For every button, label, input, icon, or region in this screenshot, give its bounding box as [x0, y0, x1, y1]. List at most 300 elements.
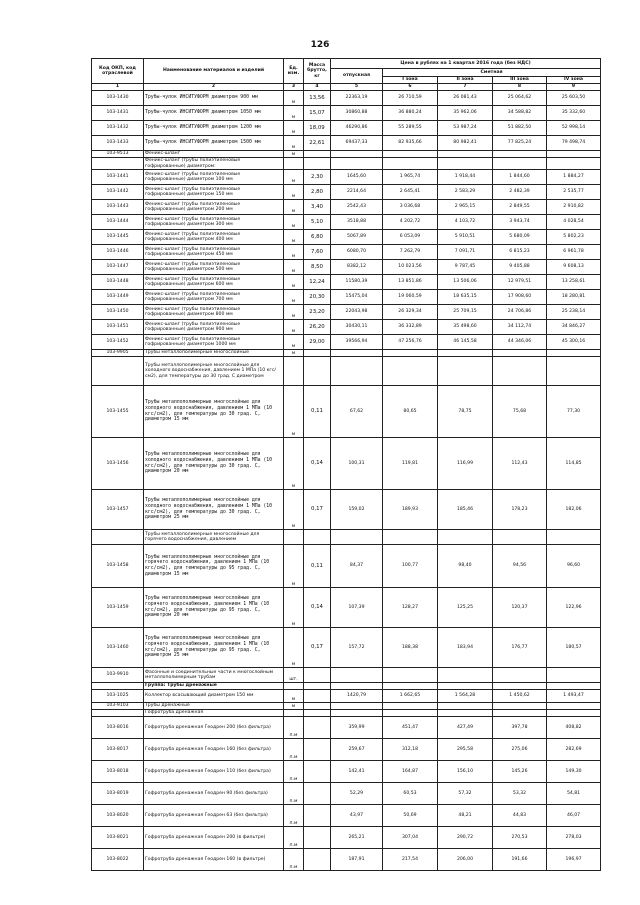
header-otpusk: отпускная — [331, 69, 383, 84]
item-name: Феникс-шланг (трубы полиэтиленовые гофрированные) диаметром 900 мм — [144, 320, 284, 335]
item-mass — [304, 690, 331, 703]
col-index: 9 — [547, 84, 601, 91]
price-cell — [547, 357, 601, 386]
price-cell: 13 851,86 — [383, 275, 438, 290]
item-unit — [284, 158, 304, 170]
price-cell: 114,85 — [547, 438, 601, 490]
item-unit: п.м — [284, 783, 304, 805]
price-cell: 4 202,72 — [383, 215, 438, 230]
item-code: 103-1459 — [92, 588, 144, 628]
price-cell: 79 498,74 — [547, 136, 601, 151]
price-cell: 46 145,58 — [438, 335, 493, 350]
item-name: Коллектор всасывающий диаметром 150 мм — [144, 690, 284, 703]
item-name: Гофротруба дренажная Геодрен 63 (без фильтра) — [144, 805, 284, 827]
table-row — [92, 158, 601, 170]
price-cell — [383, 530, 438, 545]
item-code: 103-1452 — [92, 335, 144, 350]
price-cell — [547, 158, 601, 170]
item-unit: п.м — [284, 739, 304, 761]
table-row — [92, 121, 601, 136]
header-zone-4: IV зона — [547, 77, 601, 84]
price-cell: 128,27 — [383, 588, 438, 628]
item-unit: м — [284, 170, 304, 185]
item-unit: м — [284, 260, 304, 275]
price-cell — [493, 710, 547, 717]
item-code: 103-9103 — [92, 703, 144, 710]
item-name: Феникс-шланг (трубы полиэтиленовые гофрированные) диаметром 100 мм — [144, 170, 284, 185]
item-code: 103-1441 — [92, 170, 144, 185]
price-cell: 278,03 — [547, 827, 601, 849]
item-mass: 6,80 — [304, 230, 331, 245]
table-row — [92, 690, 601, 703]
item-code: 103-9905 — [92, 350, 144, 357]
price-cell: 67,62 — [331, 386, 383, 438]
table-row — [92, 200, 601, 215]
item-mass — [304, 710, 331, 717]
price-cell: 3 036,68 — [383, 200, 438, 215]
price-cell: 52,29 — [331, 783, 383, 805]
item-unit: м — [284, 545, 304, 588]
price-cell: 6 053,09 — [383, 230, 438, 245]
price-cell: 2 645,41 — [383, 185, 438, 200]
item-unit: п.м — [284, 849, 304, 871]
col-index: 2 — [144, 84, 284, 91]
item-name: Гофротруба дренажная Геодрен 160 (без фильтра) — [144, 739, 284, 761]
col-index: 3 — [284, 84, 304, 91]
item-name: Феникс-шланг (трубы полиэтиленовые гофрированные) диаметром 800 мм — [144, 305, 284, 320]
price-cell: 183,94 — [438, 628, 493, 668]
item-mass — [304, 683, 331, 690]
price-cell: 2 583,29 — [438, 185, 493, 200]
item-code: 103-1443 — [92, 200, 144, 215]
item-unit: м — [284, 121, 304, 136]
item-mass — [304, 703, 331, 710]
price-cell — [383, 710, 438, 717]
item-code: 103-8018 — [92, 761, 144, 783]
price-cell: 98,40 — [438, 545, 493, 588]
price-cell — [547, 530, 601, 545]
price-cell: 80 982,41 — [438, 136, 493, 151]
item-code — [92, 683, 144, 690]
item-name: Феникс-шланг (трубы полиэтиленовые гофрированные) диаметром 450 мм — [144, 245, 284, 260]
price-cell — [493, 350, 547, 357]
item-unit: м — [284, 320, 304, 335]
price-cell: 53,32 — [493, 783, 547, 805]
price-cell: 1 493,47 — [547, 690, 601, 703]
header-name: Наименование материалов и изделий — [144, 59, 284, 84]
table-row — [92, 386, 601, 438]
price-cell: 84,37 — [331, 545, 383, 588]
price-cell: 18 280,81 — [547, 290, 601, 305]
price-cell: 55 289,55 — [383, 121, 438, 136]
table-row — [92, 761, 601, 783]
price-cell — [493, 357, 547, 386]
item-unit — [284, 530, 304, 545]
price-cell: 1420,79 — [331, 690, 383, 703]
item-code — [92, 530, 144, 545]
item-name: Феникс-шланг (трубы полиэтиленовые гофрированные) диаметром 500 мм — [144, 260, 284, 275]
header-code: Код ОКП, код отраслевой — [92, 59, 144, 84]
item-mass — [304, 151, 331, 158]
price-cell: 159,02 — [331, 490, 383, 530]
item-unit: п.м — [284, 761, 304, 783]
price-cell — [493, 151, 547, 158]
item-code: 103-1456 — [92, 438, 144, 490]
price-cell: 196,97 — [547, 849, 601, 871]
price-cell — [493, 683, 547, 690]
price-cell: 116,99 — [438, 438, 493, 490]
item-code: 103-8020 — [92, 805, 144, 827]
table-row — [92, 628, 601, 668]
price-cell — [383, 158, 438, 170]
price-cell: 5067,89 — [331, 230, 383, 245]
item-unit: м — [284, 151, 304, 158]
price-cell: 119,81 — [383, 438, 438, 490]
price-cell: 17 908,60 — [493, 290, 547, 305]
price-cell — [493, 703, 547, 710]
price-cell: 22043,98 — [331, 305, 383, 320]
item-code — [92, 710, 144, 717]
item-mass: 26,20 — [304, 320, 331, 335]
price-cell: 96,60 — [547, 545, 601, 588]
item-name: Феникс-шланг (трубы полиэтиленовые гофрированные) диаметром 700 мм — [144, 290, 284, 305]
item-name: Феникс-шланг (трубы полиэтиленовые гофрированные) диаметром 150 мм — [144, 185, 284, 200]
price-cell — [383, 683, 438, 690]
price-cell — [331, 158, 383, 170]
price-cell: 189,93 — [383, 490, 438, 530]
price-cell: 82 935,66 — [383, 136, 438, 151]
item-code: 103-1448 — [92, 275, 144, 290]
item-name: Трубы-чулок ИНСИТУФОРМ диаметром 1200 мм — [144, 121, 284, 136]
table-row — [92, 260, 601, 275]
price-cell: 1 965,74 — [383, 170, 438, 185]
item-mass — [304, 783, 331, 805]
price-cell: 2 535,77 — [547, 185, 601, 200]
price-cell: 427,49 — [438, 717, 493, 739]
price-cell: 26 081,43 — [438, 91, 493, 106]
price-cell: 107,39 — [331, 588, 383, 628]
item-code: 103-1458 — [92, 545, 144, 588]
price-cell — [493, 668, 547, 683]
item-name: Фасонные и соединительные части к многослойным металлополимерным трубам — [144, 668, 284, 683]
item-mass — [304, 530, 331, 545]
item-code: 103-9513 — [92, 151, 144, 158]
price-cell: 191,66 — [493, 849, 547, 871]
item-mass — [304, 805, 331, 827]
price-cell: 2542,43 — [331, 200, 383, 215]
price-cell: 15475,04 — [331, 290, 383, 305]
price-cell: 270,53 — [493, 827, 547, 849]
item-code: 103-8017 — [92, 739, 144, 761]
price-cell: 149,30 — [547, 761, 601, 783]
price-cell: 100,77 — [383, 545, 438, 588]
item-code: 103-1445 — [92, 230, 144, 245]
item-code: 103-1432 — [92, 121, 144, 136]
price-cell: 75,68 — [493, 386, 547, 438]
item-mass: 0,11 — [304, 386, 331, 438]
column-index-row — [92, 84, 601, 91]
item-code: 103-1450 — [92, 305, 144, 320]
item-unit: м — [284, 215, 304, 230]
item-unit — [284, 710, 304, 717]
item-name: Феникс-шланг (трубы полиэтиленовые гофрированные) диаметром 1000 мм — [144, 335, 284, 350]
price-cell — [438, 350, 493, 357]
item-name: Феникс-шланг (трубы полиэтиленовые гофрированные) диаметром 300 мм — [144, 215, 284, 230]
item-code: 103-8021 — [92, 827, 144, 849]
header-price-title: Цена в рублях на 1 квартал 2016 года (без НДС) — [331, 59, 601, 69]
price-cell: 39566,94 — [331, 335, 383, 350]
item-mass: 18,09 — [304, 121, 331, 136]
item-code: 103-1025 — [92, 690, 144, 703]
price-cell: 80,65 — [383, 386, 438, 438]
price-cell — [383, 357, 438, 386]
price-cell: 24 706,86 — [493, 305, 547, 320]
price-cell: 30430,11 — [331, 320, 383, 335]
header-mass: Масса брутто, кг — [304, 59, 331, 84]
item-mass — [304, 827, 331, 849]
table-row — [92, 530, 601, 545]
price-cell: 4 028,54 — [547, 215, 601, 230]
item-code: 103-1457 — [92, 490, 144, 530]
price-cell: 9 405,88 — [493, 260, 547, 275]
item-unit: м — [284, 628, 304, 668]
table-row — [92, 335, 601, 350]
price-cell: 112,43 — [493, 438, 547, 490]
item-unit: м — [284, 335, 304, 350]
price-cell: 1 884,27 — [547, 170, 601, 185]
price-cell: 265,21 — [331, 827, 383, 849]
price-cell: 26 329,34 — [383, 305, 438, 320]
item-unit: м — [284, 386, 304, 438]
item-unit: м — [284, 245, 304, 260]
price-cell: 1 450,62 — [493, 690, 547, 703]
price-cell: 142,41 — [331, 761, 383, 783]
item-mass — [304, 668, 331, 683]
price-cell: 176,77 — [493, 628, 547, 668]
price-cell: 312,18 — [383, 739, 438, 761]
price-cell: 34 588,82 — [493, 106, 547, 121]
item-name: Трубы дренажные — [144, 703, 284, 710]
price-cell — [331, 530, 383, 545]
item-name: Гофротруба дренажная Геодрен 200 (в фильтре) — [144, 827, 284, 849]
item-mass: 7,60 — [304, 245, 331, 260]
table-row — [92, 106, 601, 121]
price-cell: 60,53 — [383, 783, 438, 805]
price-cell: 451,47 — [383, 717, 438, 739]
price-cell — [493, 158, 547, 170]
item-mass: 0,17 — [304, 628, 331, 668]
item-unit: м — [284, 703, 304, 710]
item-name: Гофротруба дренажная Геодрен 200 (без фильтра) — [144, 717, 284, 739]
header-smetnaya: Сметная — [383, 69, 601, 77]
price-cell — [331, 350, 383, 357]
price-cell: 22363,19 — [331, 91, 383, 106]
price-cell: 25 709,15 — [438, 305, 493, 320]
item-mass: 8,50 — [304, 260, 331, 275]
col-index: 8 — [493, 84, 547, 91]
price-cell — [547, 151, 601, 158]
price-cell — [547, 710, 601, 717]
item-name: Феникс-шланг (трубы полиэтиленовые гофрированные) диаметром: — [144, 158, 284, 170]
price-cell: 25 238,14 — [547, 305, 601, 320]
price-cell: 94,56 — [493, 545, 547, 588]
item-name: Гофротруба дренажная Геодрен 110 (без фильтра) — [144, 761, 284, 783]
item-unit: п.м — [284, 717, 304, 739]
item-unit: м — [284, 275, 304, 290]
price-cell: 18 635,15 — [438, 290, 493, 305]
price-cell: 26 710,59 — [383, 91, 438, 106]
header-zone-3: III зона — [493, 77, 547, 84]
item-name: Гофротруба дренажная Геодрен 90 (без фильтра) — [144, 783, 284, 805]
price-cell — [547, 703, 601, 710]
item-code: 103-1455 — [92, 386, 144, 438]
item-mass — [304, 739, 331, 761]
item-name: Трубы-чулок ИНСИТУФОРМ диаметром 1500 мм — [144, 136, 284, 151]
price-cell: 5 680,09 — [493, 230, 547, 245]
item-mass: 12,24 — [304, 275, 331, 290]
item-mass — [304, 761, 331, 783]
price-cell: 4 103,72 — [438, 215, 493, 230]
col-index: 1 — [92, 84, 144, 91]
price-cell: 185,46 — [438, 490, 493, 530]
item-name: Трубы металлополимерные многослойные для горячего водоснабжения, давлением — [144, 530, 284, 545]
price-cell — [438, 683, 493, 690]
price-cell: 53 987,24 — [438, 121, 493, 136]
price-cell — [438, 158, 493, 170]
price-cell: 11580,39 — [331, 275, 383, 290]
item-name: Трубы-чулок ИНСИТУФОРМ диаметром 1050 мм — [144, 106, 284, 121]
col-index: 6 — [383, 84, 438, 91]
price-cell: 188,38 — [383, 628, 438, 668]
table-row — [92, 91, 601, 106]
item-code: 103-1430 — [92, 91, 144, 106]
price-cell: 46290,86 — [331, 121, 383, 136]
item-name: Трубы металлополимерные многослойные для горячего водоснабжения, давлением 1 МПа (10 кгс/см2), для температуры до 95 град. С, диаметром 25 мм — [144, 628, 284, 668]
item-mass: 0,14 — [304, 438, 331, 490]
price-cell: 9 787,45 — [438, 260, 493, 275]
item-code: 103-9910 — [92, 668, 144, 683]
price-cell — [547, 668, 601, 683]
price-cell: 9 608,13 — [547, 260, 601, 275]
price-cell: 164,87 — [383, 761, 438, 783]
item-mass: 29,00 — [304, 335, 331, 350]
price-cell — [438, 151, 493, 158]
table-row — [92, 710, 601, 717]
price-cell: 36 880,24 — [383, 106, 438, 121]
item-mass: 0,11 — [304, 545, 331, 588]
item-name: Трубы металлополимерные многослойные для холодного водоснабжения, давлением 1 МПа (10 кгс/см2), для температуры до 30 град. С, диаметром 15 мм — [144, 386, 284, 438]
item-unit: м — [284, 230, 304, 245]
page-number: 126 — [310, 40, 330, 50]
price-cell: 3 943,74 — [493, 215, 547, 230]
price-cell: 397,78 — [493, 717, 547, 739]
item-mass — [304, 158, 331, 170]
price-cell: 69437,33 — [331, 136, 383, 151]
price-cell: 125,25 — [438, 588, 493, 628]
item-code: 103-1431 — [92, 106, 144, 121]
item-unit — [284, 357, 304, 386]
price-cell: 182,06 — [547, 490, 601, 530]
price-cell: 1 844,60 — [493, 170, 547, 185]
item-name: Группа: Трубы дренажные — [144, 683, 284, 690]
price-cell — [493, 530, 547, 545]
price-cell: 157,72 — [331, 628, 383, 668]
price-cell — [331, 703, 383, 710]
item-mass — [304, 717, 331, 739]
price-cell: 34 846,27 — [547, 320, 601, 335]
item-name: Феникс-шланг — [144, 151, 284, 158]
item-code — [92, 158, 144, 170]
item-unit: п.м — [284, 827, 304, 849]
table-row — [92, 215, 601, 230]
price-cell: 3518,88 — [331, 215, 383, 230]
price-cell: 2 849,55 — [493, 200, 547, 215]
table-row — [92, 588, 601, 628]
price-cell — [331, 357, 383, 386]
price-cell: 57,32 — [438, 783, 493, 805]
price-cell: 408,82 — [547, 717, 601, 739]
price-cell: 6 961,78 — [547, 245, 601, 260]
item-unit: м — [284, 200, 304, 215]
item-code: 103-1449 — [92, 290, 144, 305]
price-cell: 34 112,74 — [493, 320, 547, 335]
item-mass — [304, 357, 331, 386]
price-cell: 25 603,50 — [547, 91, 601, 106]
item-unit: м — [284, 690, 304, 703]
item-name: Трубы металлополимерные многослойные для горячего водоснабжения, давлением 1 МПа (10 кгс/см2), для температуры до 95 град. С, диаметром 15 мм — [144, 545, 284, 588]
price-cell: 206,00 — [438, 849, 493, 871]
price-cell: 77,30 — [547, 386, 601, 438]
item-unit: шт. — [284, 668, 304, 683]
item-name: Гофротруба дренажная Геодрен 160 (в фильтре) — [144, 849, 284, 871]
price-cell — [331, 668, 383, 683]
col-index: 4 — [304, 84, 331, 91]
price-cell: 8382,12 — [331, 260, 383, 275]
price-cell — [547, 350, 601, 357]
table-row — [92, 151, 601, 158]
price-cell — [331, 710, 383, 717]
item-code: 103-1447 — [92, 260, 144, 275]
item-code: 103-8016 — [92, 717, 144, 739]
price-cell: 35 332,60 — [547, 106, 601, 121]
item-name: Трубы металлополимерные многослойные для холодного водоснабжения, давлением 1 МПа (10 кгс/см2), для температуры до 30 град. С диаметром — [144, 357, 284, 386]
table-row — [92, 320, 601, 335]
item-unit: м — [284, 136, 304, 151]
price-cell: 30860,88 — [331, 106, 383, 121]
price-cell: 282,69 — [547, 739, 601, 761]
header-unit: Ед. изм. — [284, 59, 304, 84]
item-mass — [304, 849, 331, 871]
table-row — [92, 136, 601, 151]
price-cell: 44,83 — [493, 805, 547, 827]
table-row — [92, 827, 601, 849]
item-name: Трубы металлополимерные многослойные — [144, 350, 284, 357]
header-zone-1: I зона — [383, 77, 438, 84]
item-mass: 23,20 — [304, 305, 331, 320]
price-cell: 2 965,15 — [438, 200, 493, 215]
item-mass — [304, 350, 331, 357]
price-cell: 259,67 — [331, 739, 383, 761]
price-cell: 295,58 — [438, 739, 493, 761]
price-cell: 45 300,16 — [547, 335, 601, 350]
item-mass: 2,80 — [304, 185, 331, 200]
price-cell: 6 815,23 — [493, 245, 547, 260]
price-cell — [438, 357, 493, 386]
price-cell: 156,10 — [438, 761, 493, 783]
table-row — [92, 703, 601, 710]
price-cell: 36 332,89 — [383, 320, 438, 335]
price-cell: 1 662,65 — [383, 690, 438, 703]
